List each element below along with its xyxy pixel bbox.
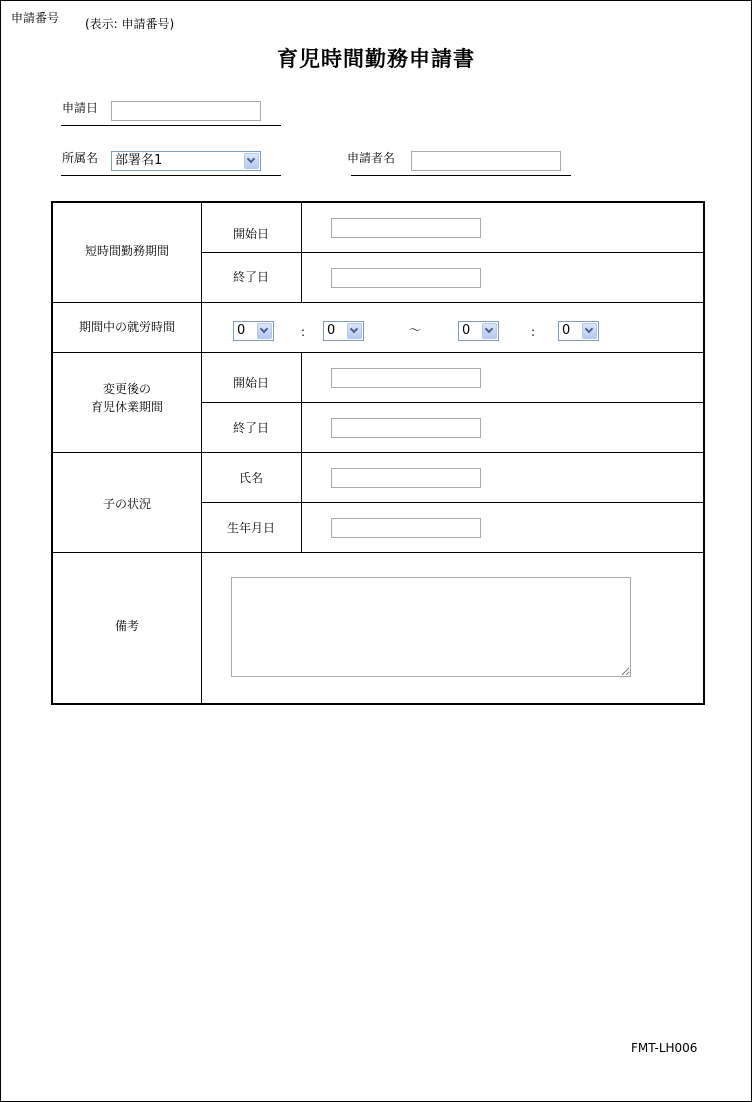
- leave-period-label-line2: 育児休業期間: [90, 400, 163, 414]
- child-birth-label: 生年月日: [226, 521, 275, 535]
- table-divider: [301, 353, 302, 553]
- leave-period-start-input[interactable]: [331, 368, 481, 388]
- short-period-start-input[interactable]: [331, 218, 481, 238]
- table-divider: [53, 452, 703, 453]
- table-divider: [301, 203, 302, 303]
- table-divider: [53, 302, 703, 303]
- work-end-hour-select[interactable]: [458, 321, 499, 341]
- application-number-display: (表示: 申請番号): [85, 17, 175, 31]
- short-period-label: 短時間勤務期間: [84, 244, 169, 258]
- request-table: [51, 201, 705, 705]
- time-colon: :: [300, 325, 306, 339]
- work-start-minute-value: 0: [327, 323, 336, 338]
- leave-period-start-label: 開始日: [232, 376, 269, 390]
- child-name-input[interactable]: [331, 468, 481, 488]
- remarks-label: 備考: [114, 619, 139, 633]
- time-colon: :: [530, 325, 536, 339]
- chevron-down-icon[interactable]: [482, 323, 497, 339]
- work-start-minute-select[interactable]: [323, 321, 364, 341]
- work-start-hour-value: 0: [237, 323, 246, 338]
- applicant-name-underline: [351, 175, 571, 176]
- department-select[interactable]: [111, 151, 261, 171]
- form-code: FMT-LH006: [631, 1041, 698, 1055]
- work-end-hour-value: 0: [462, 323, 471, 338]
- applicant-name-label: 申請者名: [347, 151, 396, 165]
- child-birth-input[interactable]: [331, 518, 481, 538]
- application-date-underline: [61, 125, 281, 126]
- table-divider: [201, 502, 703, 503]
- short-period-start-label: 開始日: [232, 227, 269, 241]
- work-end-minute-select[interactable]: [558, 321, 599, 341]
- work-end-minute-value: 0: [562, 323, 571, 338]
- applicant-name-input[interactable]: [411, 151, 561, 171]
- department-label: 所属名: [62, 151, 99, 165]
- time-range-tilde: 〜: [408, 323, 421, 337]
- chevron-down-icon[interactable]: [347, 323, 362, 339]
- application-date-label: 申請日: [62, 101, 99, 115]
- leave-period-end-input[interactable]: [331, 418, 481, 438]
- chevron-down-icon[interactable]: [582, 323, 597, 339]
- application-number-label: 申請番号: [11, 11, 60, 25]
- short-period-end-input[interactable]: [331, 268, 481, 288]
- work-start-hour-select[interactable]: [233, 321, 274, 341]
- chevron-down-icon[interactable]: [257, 323, 272, 339]
- leave-period-label-line1: 変更後の: [102, 382, 151, 396]
- work-hours-label: 期間中の就労時間: [78, 320, 175, 334]
- table-divider: [201, 252, 703, 253]
- leave-period-end-label: 終了日: [232, 421, 269, 435]
- child-name-label: 氏名: [238, 471, 263, 485]
- short-period-end-label: 終了日: [232, 270, 269, 284]
- department-select-value: 部署名1: [115, 153, 163, 168]
- chevron-down-icon[interactable]: [244, 153, 259, 169]
- child-status-label: 子の状況: [102, 497, 151, 511]
- application-date-input[interactable]: [111, 101, 261, 121]
- department-underline: [61, 175, 281, 176]
- page-title: 育児時間勤務申請書: [277, 47, 475, 71]
- table-divider: [201, 402, 703, 403]
- remarks-textarea[interactable]: [231, 577, 631, 677]
- table-divider: [53, 352, 703, 353]
- table-divider: [53, 552, 703, 553]
